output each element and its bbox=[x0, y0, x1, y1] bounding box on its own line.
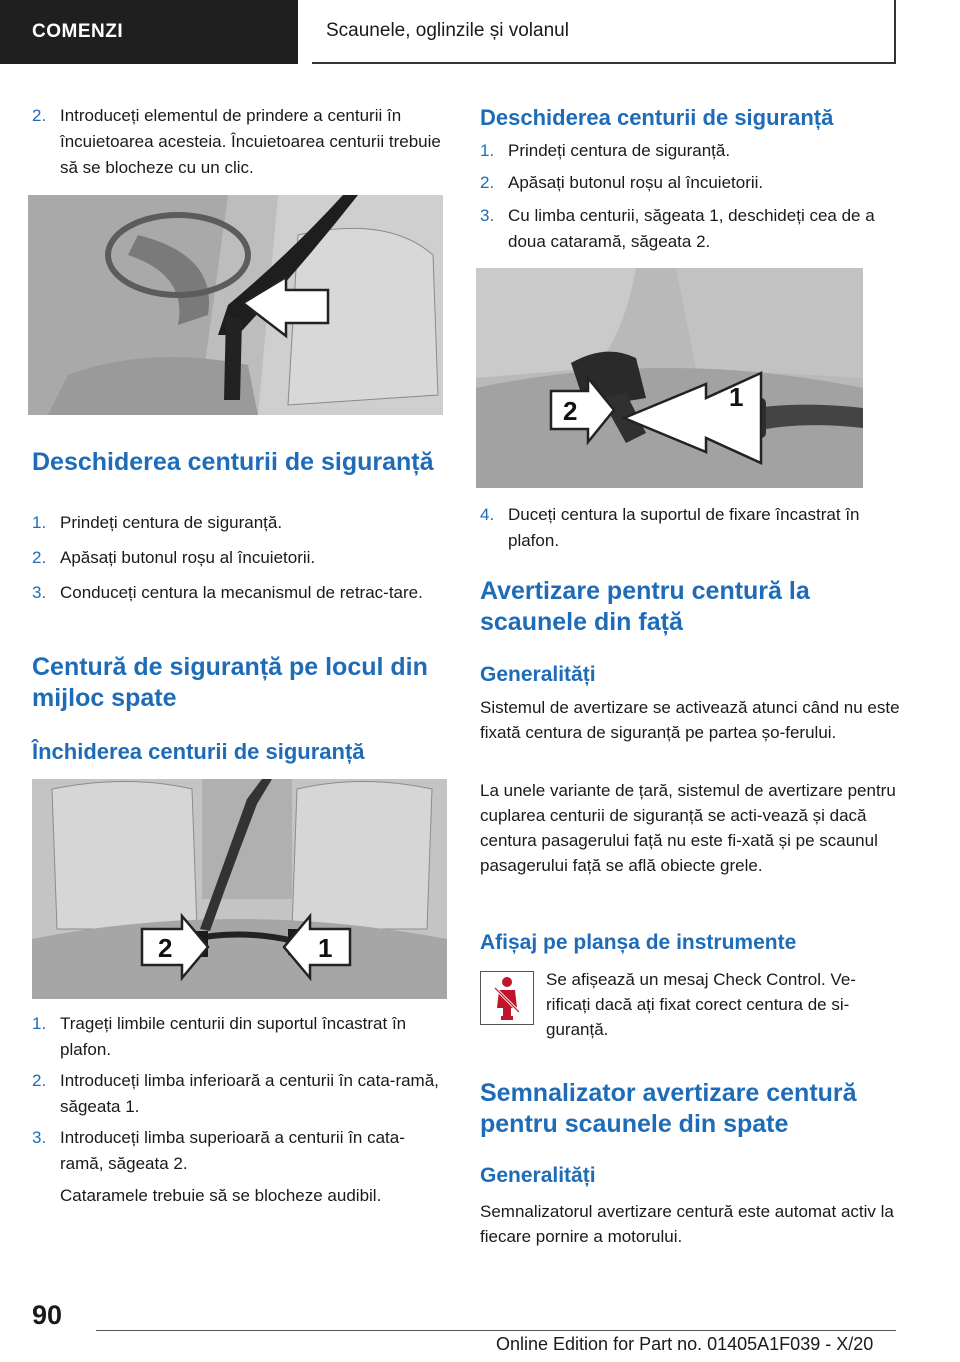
heading-warn-front: Avertizare pentru centură la scaunele din față bbox=[480, 577, 810, 636]
paragraph: La unele variante de țară, sistemul de avertizare pentru cuplarea centurii de siguranță se acti-vează și dacă centura pasagerului față nu este fi-xată și pe scaunul pasagerului față se află obiecte grele. bbox=[480, 781, 896, 875]
list-text: Cu limba centurii, săgeata 1, deschideți cea de a doua cataramă, săgeata 2. bbox=[508, 206, 875, 251]
list-text: Trageți limbile centurii din suportul încastrat în plafon. bbox=[60, 1014, 407, 1059]
list-number: 3. bbox=[32, 1128, 47, 1147]
list-item bbox=[32, 510, 446, 536]
heading-general: Generalități bbox=[480, 663, 596, 686]
list-text: Conduceți centura la mecanismul de retrac-tare. bbox=[60, 583, 423, 602]
footer-divider bbox=[96, 1330, 896, 1331]
list-item bbox=[32, 545, 446, 571]
list-item bbox=[32, 103, 446, 181]
list-item bbox=[32, 1125, 446, 1177]
list-text: Duceți centura la suportul de fixare încastrat în plafon. bbox=[508, 505, 860, 550]
list-text: Prindeți centura de siguranță. bbox=[508, 141, 731, 160]
arrow-label-2: 2 bbox=[158, 933, 173, 963]
list-text: Introduceți elementul de prindere a centurii în încuietoarea acesteia. Încuietoarea centurii trebuie să se blocheze cu un clic. bbox=[60, 106, 441, 177]
close-note: Cataramele trebuie să se blocheze audibil. bbox=[60, 1186, 382, 1205]
list-text: Introduceți limba inferioară a centurii în cata-ramă, săgeata 1. bbox=[60, 1071, 439, 1116]
list-text: Prindeți centura de siguranță. bbox=[60, 513, 283, 532]
list-item bbox=[480, 203, 896, 255]
page-number: 90 bbox=[32, 1300, 63, 1330]
list-text: Apăsați butonul roșu al încuietorii. bbox=[60, 548, 316, 567]
section-tab bbox=[0, 0, 298, 64]
paragraph: Sistemul de avertizare se activează atunci când nu este fixată centura de siguranță pe partea șo-ferului. bbox=[480, 698, 900, 742]
list-item bbox=[32, 1068, 446, 1120]
heading-middle-seat-belt: Centură de siguranță pe locul din mijloc spate bbox=[32, 653, 428, 712]
heading-instrument-display: Afișaj pe planșa de instrumente bbox=[480, 931, 797, 954]
list-number: 2. bbox=[32, 106, 47, 125]
list-number: 1. bbox=[480, 141, 495, 160]
edition-note: Online Edition for Part no. 01405A1F039 - X/20 bbox=[496, 1334, 874, 1354]
list-text: Introduceți limba superioară a centurii în cata-ramă, săgeata 2. bbox=[60, 1128, 405, 1173]
heading-unlock-belt: Deschiderea centurii de siguranță bbox=[32, 448, 434, 476]
list-item bbox=[480, 502, 896, 554]
chapter-tab bbox=[312, 0, 896, 64]
display-message-text: Se afișează un mesaj Check Control. Ve-rificați dacă ați fixat corect centura de si-guranță. bbox=[546, 970, 856, 1039]
list-number: 3. bbox=[32, 583, 47, 602]
heading-warn-rear: Semnalizator avertizare centură pentru scaunele din spate bbox=[480, 1079, 857, 1138]
list-item bbox=[32, 580, 446, 606]
heading-close-belt: Închiderea centurii de siguranță bbox=[32, 739, 365, 764]
list-number: 2. bbox=[32, 1071, 47, 1090]
list-item bbox=[480, 170, 896, 196]
chapter-title: Scaunele, oglinzile și volanul bbox=[326, 20, 569, 41]
section-title: COMENZI bbox=[32, 21, 124, 42]
photo-buckle-insert bbox=[28, 195, 443, 415]
list-number: 2. bbox=[32, 548, 47, 567]
arrow-label-2: 2 bbox=[563, 396, 578, 426]
photo-second-buckle bbox=[476, 268, 863, 488]
list-number: 1. bbox=[32, 513, 47, 532]
heading-general: Generalități bbox=[480, 1164, 596, 1187]
arrow-label-1: 1 bbox=[318, 933, 333, 963]
list-item bbox=[32, 1011, 446, 1063]
paragraph: Semnalizatorul avertizare centură este automat activ la fiecare pornire a motorului. bbox=[480, 1202, 894, 1246]
list-number: 4. bbox=[480, 505, 495, 524]
list-text: Apăsați butonul roșu al încuietorii. bbox=[508, 173, 764, 192]
arrow-label-1: 1 bbox=[729, 382, 744, 412]
list-number: 2. bbox=[480, 173, 495, 192]
photo-rear-middle-seat bbox=[32, 779, 447, 999]
heading-unlock-belt-rear: Deschiderea centurii de siguranță bbox=[480, 105, 834, 130]
seatbelt-warning-icon bbox=[480, 971, 534, 1025]
list-number: 3. bbox=[480, 206, 495, 225]
list-number: 1. bbox=[32, 1014, 47, 1033]
list-item bbox=[480, 138, 896, 164]
